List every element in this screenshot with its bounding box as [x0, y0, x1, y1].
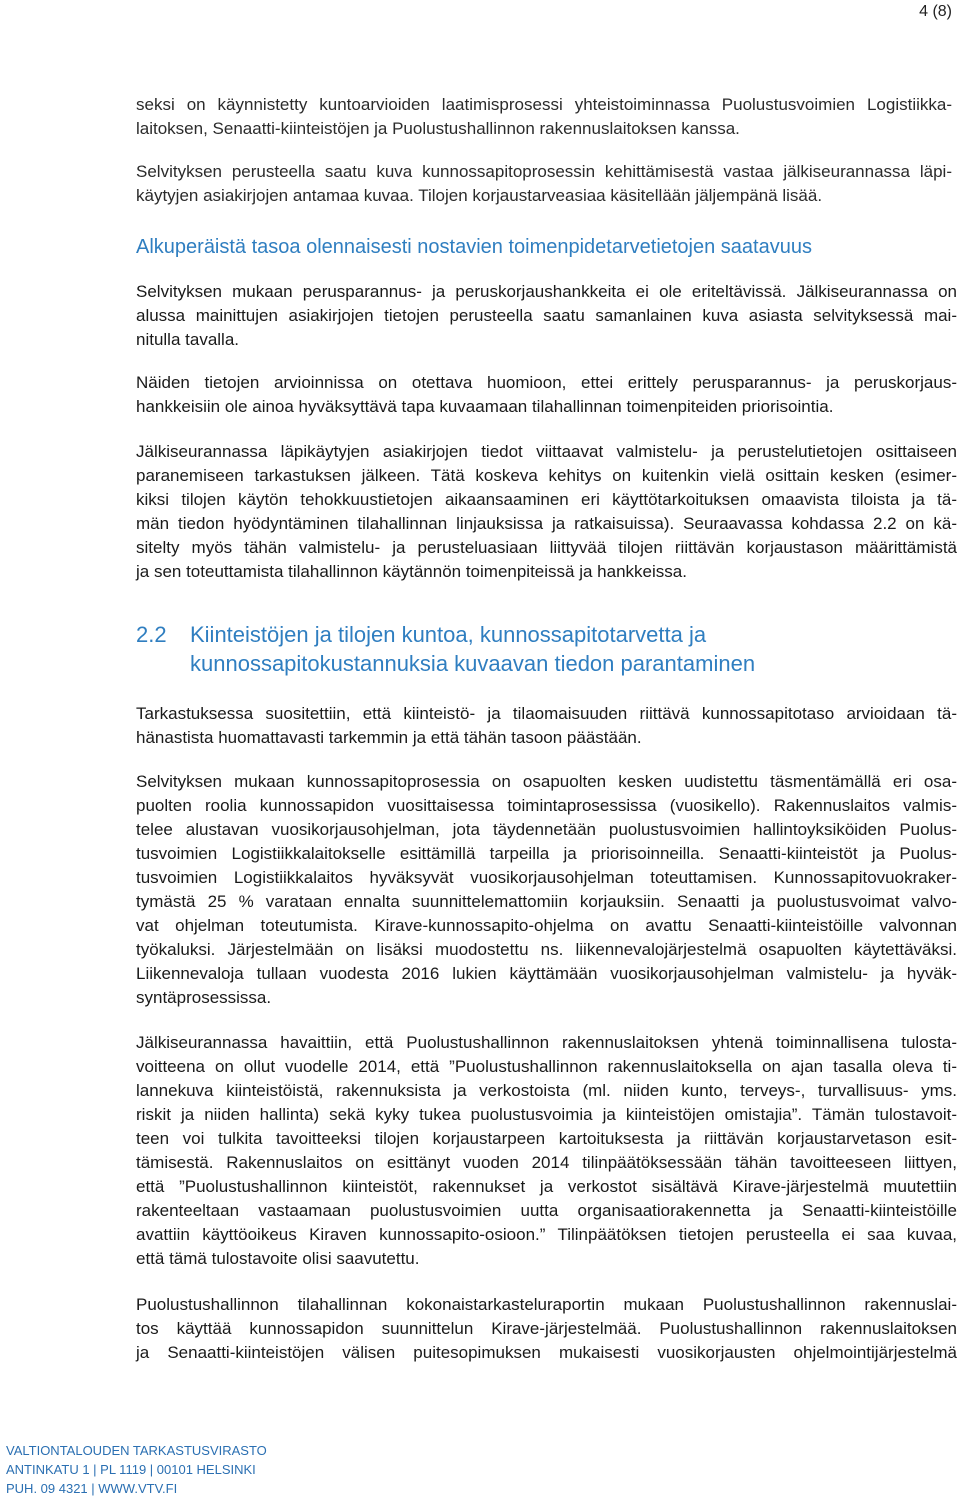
section-title-line: Kiinteistöjen ja tilojen kuntoa, kunnossapitotarvetta ja — [190, 622, 707, 647]
text-line: tämisestä. Rakennuslaitos on esittänyt vuoden 2014 tilinpäätöksessään tähän tavoitteeseen liittyen, — [136, 1153, 957, 1172]
text-line: män tiedon hyödyntäminen tilahallinnan linjauksissa ja ratkaisuissa). Seuraavassa kohdassa 2.2 on kä- — [136, 514, 957, 533]
paragraph — [136, 440, 957, 584]
text-line: syntäprosessissa. — [136, 988, 272, 1007]
text-line: Liikennevaloja tullaan vuodesta 2016 lukien käyttämään vuosikorjausohjelman valmistelu- ja hyväk- — [136, 964, 957, 983]
text-line: voitteena on ollut vuodelle 2014, että ”Puolustushallinnon rakennuslaitoksella on ajan tasalla oleva ti- — [136, 1057, 957, 1076]
text-line: hänastista huomattavasti tarkemmin ja että tähän tasoon päästään. — [136, 728, 642, 747]
text-line: Selvityksen mukaan perusparannus- ja peruskorjaushankkeita ei ole eriteltävissä. Jälkiseurannassa on — [136, 282, 957, 301]
text-line: Tarkastuksessa suositettiin, että kiinteistö- ja tilaomaisuuden riittävä kunnossapitotaso arvioidaan tä- — [136, 704, 957, 723]
section-number: 2.2 — [136, 622, 167, 647]
text-line: Jälkiseurannassa havaittiin, että Puolustushallinnon rakennuslaitoksen yhtenä toiminnallisena tulosta- — [136, 1033, 957, 1052]
text-line: kiksi tilojen käytön tehokkuustietojen aikaansaaminen eri käyttötarkoituksen omaavista tiloista ja tä- — [136, 490, 957, 509]
text-line: Selvityksen mukaan kunnossapitoprosessia on osapuolten kesken uudistettu täsmentämällä eri osa- — [136, 772, 957, 791]
text-line: tymästä 25 % varataan ennalta suunnittelemattomiin korjauksiin. Senaatti ja puolustusvoimat valvo- — [136, 892, 957, 911]
text-line: teen voi tulkita tavoitteeksi tilojen korjaustarpeen kartoituksesta ja riittävän korjaustarvetason esit- — [136, 1129, 957, 1148]
paragraph — [136, 280, 957, 352]
section-title — [190, 620, 950, 678]
text-line: että ”Puolustushallinnon kiinteistöt, rakennukset ja verkostot sisältävä Kirave-järjestelmä muutettiin — [136, 1177, 957, 1196]
paragraph — [136, 160, 952, 208]
paragraph — [136, 93, 952, 141]
text-line: telee alustavan vuosikorjausohjelman, jota täydennetään puolustusvoimien hallintoyksiköiden Puolus- — [136, 820, 957, 839]
subheading: Alkuperäistä tasoa olennaisesti nostavien toimenpidetarvetietojen saatavuus — [136, 236, 812, 258]
footer-organization: VALTIONTALOUDEN TARKASTUSVIRASTO — [6, 1443, 267, 1458]
text-line: ja Senaatti-kiinteistöjen välisen puitesopimuksen mukaisesti vuosikorjausten ohjelmointijärjestelmä — [136, 1343, 957, 1362]
section-title-line: kunnossapitokustannuksia kuvaavan tiedon parantaminen — [190, 651, 756, 676]
text-line: lannekuva kiinteistöistä, rakennuksista ja verkostoista (ml. niiden kunto, terveys-, turvallisuus- yms. — [136, 1081, 957, 1100]
page-number: 4 (8) — [919, 3, 952, 20]
paragraph — [136, 770, 957, 1010]
text-line: rakenteeltaan vastaamaan puolustusvoimien uutta organisaatiorakennetta ja Senaatti-kiinteistöille — [136, 1201, 957, 1220]
text-line: sitelty myös tähän valmistelu- ja perusteluasiaan liittyvää tilojen riittävän korjaustason määrittämistä — [136, 538, 957, 557]
text-line: alussa mainittujen asiakirjojen tietojen perusteella saatu samanlainen kuva asiasta selvityksessä mai- — [136, 306, 957, 325]
text-line: ja sen toteuttamista tilahallinnon käytännön toimenpiteissä ja hankkeissa. — [136, 562, 687, 581]
text-line: Puolustushallinnon tilahallinnan kokonaistarkasteluraportin mukaan Puolustushallinnon rakennuslai- — [136, 1295, 957, 1314]
paragraph — [136, 702, 957, 750]
text-line: vat ohjelman toteutumista. Kirave-kunnossapito-ohjelma on avattu Senaatti-kiinteistöille valvonnan — [136, 916, 957, 935]
text-line: työkaluksi. Järjestelmään on lisäksi muodostettu ns. liikennevalojärjestelmä osapuolten käytettäväksi. — [136, 940, 957, 959]
text-line: paranemiseen tarkastuksen jälkeen. Tätä koskeva kehitys on kuitenkin vielä osittain kesken (esimer- — [136, 466, 957, 485]
text-line: puolten roolia kunnossapidon vuosittaisessa toimintaprosessissa (vuosikello). Rakennuslaitos valmis- — [136, 796, 957, 815]
text-line: seksi on käynnistetty kuntoarvioiden laatimisprosessi yhteistoiminnassa Puolustusvoimien Logistiikka- — [136, 95, 952, 114]
text-line: nitulla tavalla. — [136, 330, 240, 349]
paragraph — [136, 371, 957, 419]
text-line: avattiin käyttöoikeus Kiraven kunnossapito-osioon.” Tilinpäätöksen tietojen perusteella ei saa kuvaa, — [136, 1225, 957, 1244]
text-line: hankkeisiin ole ainoa hyväksyttävä tapa kuvaamaan tilahallinnan toimenpiteiden priorisointia. — [136, 397, 834, 416]
footer-address: ANTINKATU 1 | PL 1119 | 00101 HELSINKI — [6, 1462, 256, 1477]
text-line: Jälkiseurannassa läpikäytyjen asiakirjojen tiedot viittaavat valmistelu- ja perustelutietojen osittaiseen — [136, 442, 957, 461]
paragraph — [136, 1031, 957, 1271]
text-line: tusvoimien Logistiikkalaitokselle esittämillä tarpeilla ja priorisoinneilla. Senaatti-kiinteistöt ja Puolus- — [136, 844, 957, 863]
text-line: tos käyttää kunnossapidon suunnittelun Kirave-järjestelmää. Puolustushallinnon rakennuslaitoksen — [136, 1319, 957, 1338]
text-line: Selvityksen perusteella saatu kuva kunnossapitoprosessin kehittämisestä vastaa jälkiseurannassa läpi- — [136, 162, 952, 181]
text-line: että tämä tulostavoite olisi saavutettu. — [136, 1249, 420, 1268]
page-footer — [6, 1441, 267, 1498]
paragraph — [136, 1293, 957, 1365]
text-line: tusvoimien Logistiikkalaitos hyväksyvät vuosikorjausohjelman toteuttamisen. Kunnossapitovuokraker- — [136, 868, 957, 887]
text-line: riskit ja niiden hallinta) sekä kyky tukea puolustusvoimia ja kiinteistöjen omistajia”. Tämän tulostavoit- — [136, 1105, 957, 1124]
text-line: laitoksen, Senaatti-kiinteistöjen ja Puolustushallinnon rakennuslaitoksen kanssa. — [136, 119, 740, 138]
footer-contact: PUH. 09 4321 | WWW.VTV.FI — [6, 1481, 178, 1496]
text-line: käytyjen asiakirjojen antamaa kuvaa. Tilojen korjaustarveasiaa käsitellään jäljempänä lisää. — [136, 186, 823, 205]
text-line: Näiden tietojen arvioinnissa on otettava huomioon, ettei erittely perusparannus- ja peruskorjaus- — [136, 373, 957, 392]
